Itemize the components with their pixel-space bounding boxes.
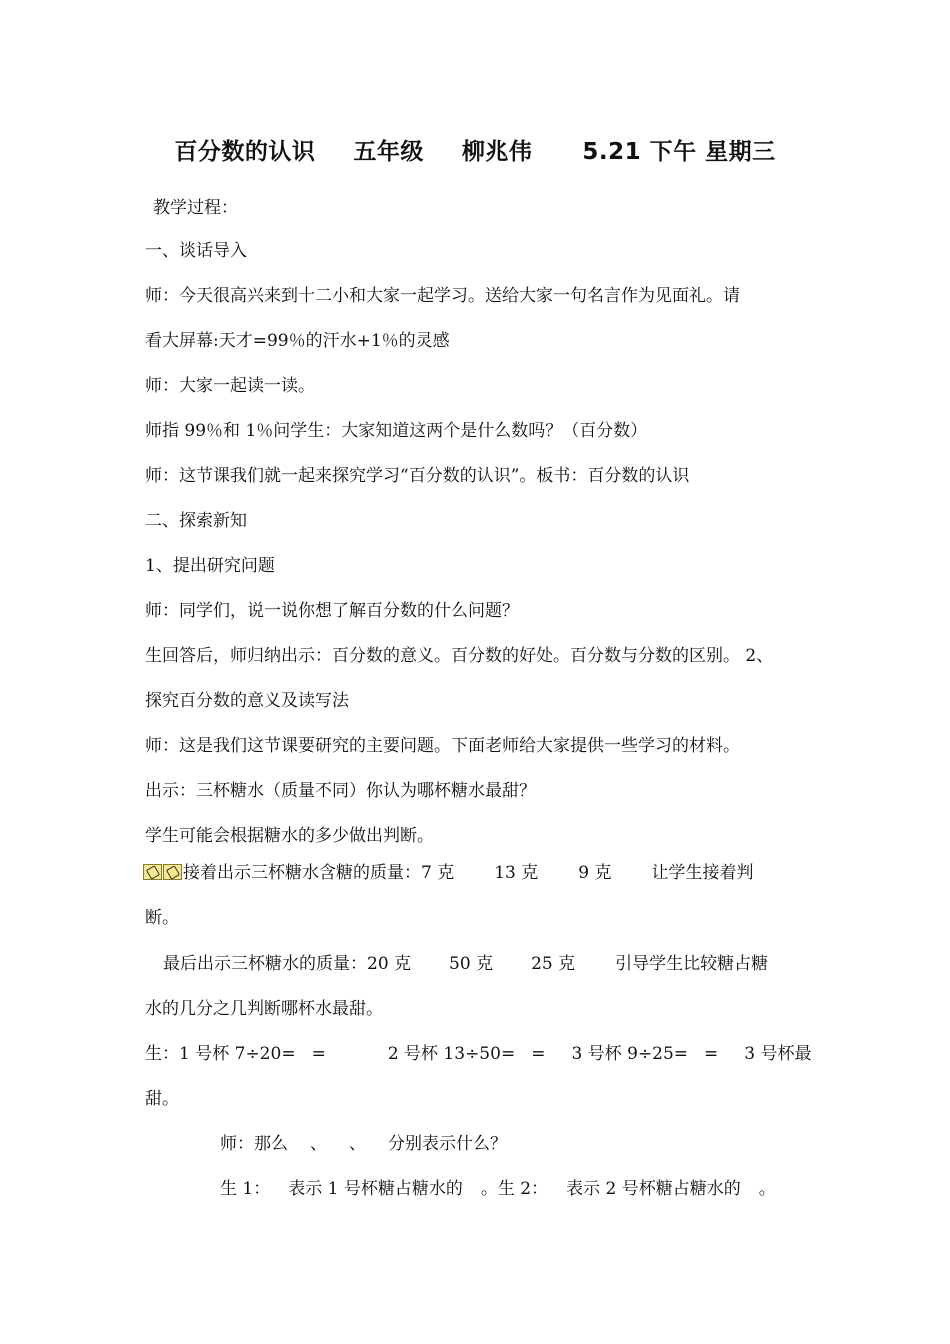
paragraph-line: 师：这节课我们就一起来探究学习“百分数的认识”。板书：百分数的认识: [145, 466, 690, 486]
paragraph-line: 水的几分之几判断哪杯水最甜。: [145, 999, 383, 1019]
question-lead: 师：那么: [220, 1134, 288, 1154]
calc-equals-2: =: [531, 1044, 546, 1064]
section-heading: 二、探索新知: [145, 511, 247, 531]
calc-conclusion: 3 号杯最: [744, 1044, 812, 1064]
calc-cup-2: 2 号杯 13÷50=: [387, 1044, 516, 1064]
paragraph-line: 教学过程：: [153, 198, 238, 218]
question-line: [220, 1136, 507, 1153]
answer-student-2: 。生 2：: [480, 1179, 549, 1199]
paragraph-line: 师：同学们，说一说你想了解百分数的什么问题？: [145, 601, 519, 621]
answer-text-1: 表示 1 号杯糖占糖水的: [288, 1179, 463, 1199]
question-sep-1: 、: [310, 1134, 327, 1154]
paragraph-line: 出示：三杯糖水（质量不同）你认为哪杯糖水最甜？: [145, 781, 536, 801]
sugar-value-3: 9 克: [578, 863, 612, 883]
answer-line: [220, 1181, 776, 1198]
paragraph-line: 甜。: [145, 1089, 179, 1109]
answer-student-1: 生 1：: [220, 1179, 271, 1199]
calc-equals-3: =: [704, 1044, 719, 1064]
title-weekday: 星期三: [705, 139, 776, 165]
paragraph-line: 探究百分数的意义及读写法: [145, 691, 349, 711]
water-value-3: 25 克: [531, 954, 576, 974]
answer-text-2: 表示 2 号杯糖占糖水的: [566, 1179, 741, 1199]
paragraph-line: 看大屏幕:天才=99％的汗水+1％的灵感: [145, 331, 450, 351]
water-value-2: 50 克: [449, 954, 494, 974]
title-topic: 百分数的认识: [174, 139, 316, 165]
calc-equals-1: =: [311, 1044, 326, 1064]
title-period: 下午: [649, 139, 697, 165]
title-teacher: 柳兆伟: [461, 139, 533, 165]
water-lead: 最后出示三杯糖水的质量：20 克: [163, 954, 412, 974]
water-mass-line: [163, 956, 768, 973]
page-icon: [163, 864, 182, 880]
title-date: 5.21: [582, 139, 642, 165]
paragraph-line: 师：今天很高兴来到十二小和大家一起学习。送给大家一句名言作为见面礼。请: [145, 286, 740, 306]
subsection-heading: 1、提出研究问题: [145, 556, 275, 576]
paragraph-line: 学生可能会根据糖水的多少做出判断。: [145, 826, 434, 846]
paragraph-line: 师：大家一起读一读。: [145, 376, 315, 396]
sugar-tail: 让学生接着判: [651, 863, 754, 883]
water-tail: 引导学生比较糖占糖: [615, 954, 769, 974]
paragraph-line: 断。: [145, 908, 179, 928]
paragraph-line: 师指 99％和 1％问学生：大家知道这两个是什么数吗？（百分数）: [145, 421, 648, 441]
paragraph-line: 生回答后，师归纳出示：百分数的意义。百分数的好处。百分数与分数的区别。 2、: [145, 646, 774, 666]
answer-end: 。: [758, 1179, 776, 1199]
section-heading: 一、谈话导入: [145, 241, 247, 261]
title-grade: 五年级: [353, 139, 424, 165]
sugar-value-2: 13 克: [494, 863, 539, 883]
calc-cup-1: 生：1 号杯 7÷20=: [145, 1044, 296, 1064]
paragraph-line: 师：这是我们这节课要研究的主要问题。下面老师给大家提供一些学习的材料。: [145, 736, 740, 756]
question-sep-2: 、: [349, 1134, 366, 1154]
question-tail: 分别表示什么？: [388, 1134, 507, 1154]
page-icon: [143, 864, 162, 880]
page-title: [0, 133, 950, 166]
sugar-lead: 接着出示三杯糖水含糖的质量：7 克: [183, 863, 455, 883]
calculation-line: [145, 1046, 812, 1063]
calc-cup-3: 3 号杯 9÷25=: [571, 1044, 689, 1064]
sugar-mass-line: [143, 864, 754, 882]
